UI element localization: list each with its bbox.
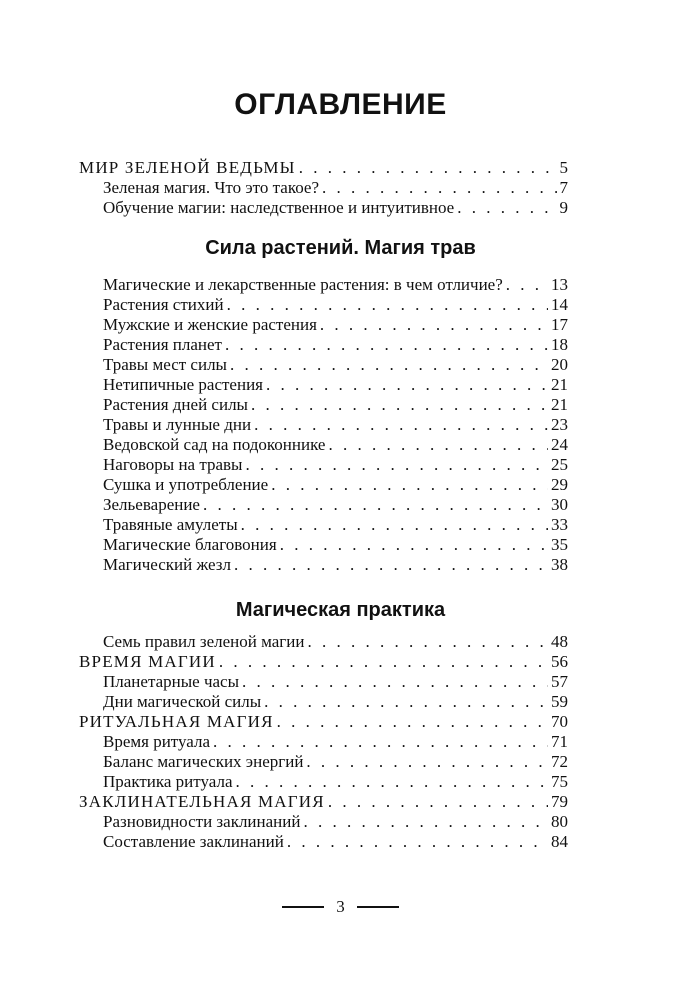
toc-entry[interactable] [79, 295, 568, 315]
toc-entry-page: 9 [559, 198, 568, 217]
page-title: ОГЛАВЛЕНИЕ [234, 88, 447, 121]
toc-entry-page: 75 [551, 772, 568, 791]
toc-group-1 [79, 158, 568, 218]
toc-entry-label: Обучение магии: наследственное и интуитивное [103, 198, 455, 217]
toc-entry-label: Разновидности заклинаний [103, 812, 301, 831]
dot-leader [320, 315, 548, 335]
toc-entry[interactable] [79, 375, 568, 395]
toc-entry-page: 20 [551, 355, 568, 374]
toc-entry-page: 79 [551, 792, 568, 811]
toc-entry-page: 80 [551, 812, 568, 831]
toc-entry-label: Магический жезл [103, 555, 231, 574]
toc-entry-page: 30 [551, 495, 568, 514]
toc-entry-label: МИР ЗЕЛЕНОЙ ВЕДЬМЫ [79, 158, 296, 177]
dot-leader [264, 692, 548, 712]
toc-entry-page: 57 [551, 672, 568, 691]
section-title: Магическая практика [235, 599, 446, 621]
toc-entry-page: 70 [551, 712, 568, 731]
dot-leader [230, 355, 548, 375]
dot-leader [227, 295, 548, 315]
toc-entry-label: Сушка и употребление [103, 475, 269, 494]
toc-group-3 [79, 632, 568, 852]
toc-entry-label: Растения планет [103, 335, 222, 354]
toc-entry-label: Планетарные часы [103, 672, 240, 691]
dot-leader [213, 732, 548, 752]
toc-entry[interactable] [79, 315, 568, 335]
dot-leader [506, 275, 548, 295]
toc-entry[interactable] [79, 198, 568, 218]
toc-entry-label: Магические благовония [103, 535, 277, 554]
toc-entry-label: Наговоры на травы [103, 455, 243, 474]
toc-entry-label: Дни магической силы [103, 692, 262, 711]
folio-rule-right [357, 906, 399, 908]
toc-entry[interactable] [79, 555, 568, 575]
toc-entry[interactable] [79, 632, 568, 652]
dot-leader [254, 415, 548, 435]
toc-entry-label: Составление заклинаний [103, 832, 284, 851]
toc-entry-page: 23 [551, 415, 568, 434]
dot-leader [322, 178, 556, 198]
toc-entry-page: 5 [559, 158, 568, 177]
dot-leader [266, 375, 548, 395]
toc-entry[interactable] [79, 158, 568, 178]
toc-entry-label: Растения стихий [103, 295, 224, 314]
toc-entry-label: Практика ритуала [103, 772, 233, 791]
dot-leader [271, 475, 548, 495]
toc-entry-page: 84 [551, 832, 568, 851]
toc-entry-page: 48 [551, 632, 568, 651]
dot-leader [303, 812, 548, 832]
toc-entry[interactable] [79, 812, 568, 832]
dot-leader [203, 495, 548, 515]
toc-entry-page: 21 [551, 395, 568, 414]
toc-entry-page: 18 [551, 335, 568, 354]
folio-rule-left [282, 906, 324, 908]
toc-entry[interactable] [79, 395, 568, 415]
toc-entry[interactable] [79, 475, 568, 495]
toc-entry-page: 59 [551, 692, 568, 711]
toc-entry[interactable] [79, 335, 568, 355]
toc-entry-page: 7 [559, 178, 568, 197]
dot-leader [306, 752, 548, 772]
toc-entry[interactable] [79, 832, 568, 852]
dot-leader [234, 555, 548, 575]
toc-entry-label: Травы и лунные дни [103, 415, 252, 434]
toc-entry[interactable] [79, 415, 568, 435]
toc-entry[interactable] [79, 772, 568, 792]
dot-leader [299, 158, 557, 178]
toc-entry-page: 14 [551, 295, 568, 314]
toc-entry-page: 29 [551, 475, 568, 494]
toc-entry[interactable] [79, 752, 568, 772]
page-footer [0, 897, 681, 917]
toc-entry-label: Время ритуала [103, 732, 211, 751]
toc-entry[interactable] [79, 732, 568, 752]
dot-leader [287, 832, 548, 852]
page-number: 3 [336, 897, 345, 916]
dot-leader [235, 772, 548, 792]
dot-leader [242, 672, 548, 692]
toc-entry-label: Мужские и женские растения [103, 315, 317, 334]
toc-entry-label: Зеленая магия. Что это такое? [103, 178, 320, 197]
toc-entry[interactable] [79, 672, 568, 692]
toc-entry-page: 72 [551, 752, 568, 771]
toc-entry-label: Травы мест силы [103, 355, 227, 374]
toc-entry-page: 71 [551, 732, 568, 751]
toc-entry-page: 56 [551, 652, 568, 671]
dot-leader [219, 652, 548, 672]
toc-entry-label: Нетипичные растения [103, 375, 263, 394]
toc-entry[interactable] [79, 495, 568, 515]
toc-entry-label: Баланс магических энергий [103, 752, 304, 771]
dot-leader [225, 335, 548, 355]
toc-entry-page: 35 [551, 535, 568, 554]
dot-leader [280, 535, 548, 555]
toc-entry[interactable] [79, 692, 568, 712]
toc-entry-page: 13 [551, 275, 568, 294]
toc-entry[interactable] [79, 355, 568, 375]
toc-entry-label: Растения дней силы [103, 395, 248, 414]
toc-entry-label: Травяные амулеты [103, 515, 238, 534]
toc-entry[interactable] [79, 455, 568, 475]
toc-entry-label: Магические и лекарственные растения: в чем отличие? [103, 275, 503, 294]
toc-entry-page: 33 [551, 515, 568, 534]
dot-leader [251, 395, 548, 415]
dot-leader [307, 632, 548, 652]
toc-entry-label: ВРЕМЯ МАГИИ [79, 652, 216, 671]
toc-entry-label: Зельеварение [103, 495, 200, 514]
toc-entry-label: Семь правил зеленой магии [103, 632, 305, 651]
dot-leader [277, 712, 548, 732]
dot-leader [328, 435, 548, 455]
toc-entry[interactable] [79, 712, 568, 732]
toc-entry-page: 21 [551, 375, 568, 394]
toc-entry[interactable] [79, 435, 568, 455]
toc-entry-label: ЗАКЛИНАТЕЛЬНАЯ МАГИЯ [79, 792, 325, 811]
toc-entry[interactable] [79, 535, 568, 555]
toc-entry[interactable] [79, 515, 568, 535]
toc-entry[interactable] [79, 652, 568, 672]
toc-entry-label: Ведовской сад на подоконнике [103, 435, 326, 454]
toc-entry[interactable] [79, 178, 568, 198]
toc-entry-page: 24 [551, 435, 568, 454]
toc-group-2 [79, 275, 568, 575]
section-title: Сила растений. Магия трав [205, 237, 476, 259]
dot-leader [241, 515, 548, 535]
toc-entry-page: 38 [551, 555, 568, 574]
dot-leader [457, 198, 556, 218]
toc-entry-page: 25 [551, 455, 568, 474]
toc-entry[interactable] [79, 792, 568, 812]
dot-leader [328, 792, 548, 812]
toc-entry-label: РИТУАЛЬНАЯ МАГИЯ [79, 712, 274, 731]
toc-entry-page: 17 [551, 315, 568, 334]
dot-leader [245, 455, 548, 475]
toc-entry[interactable] [79, 275, 568, 295]
